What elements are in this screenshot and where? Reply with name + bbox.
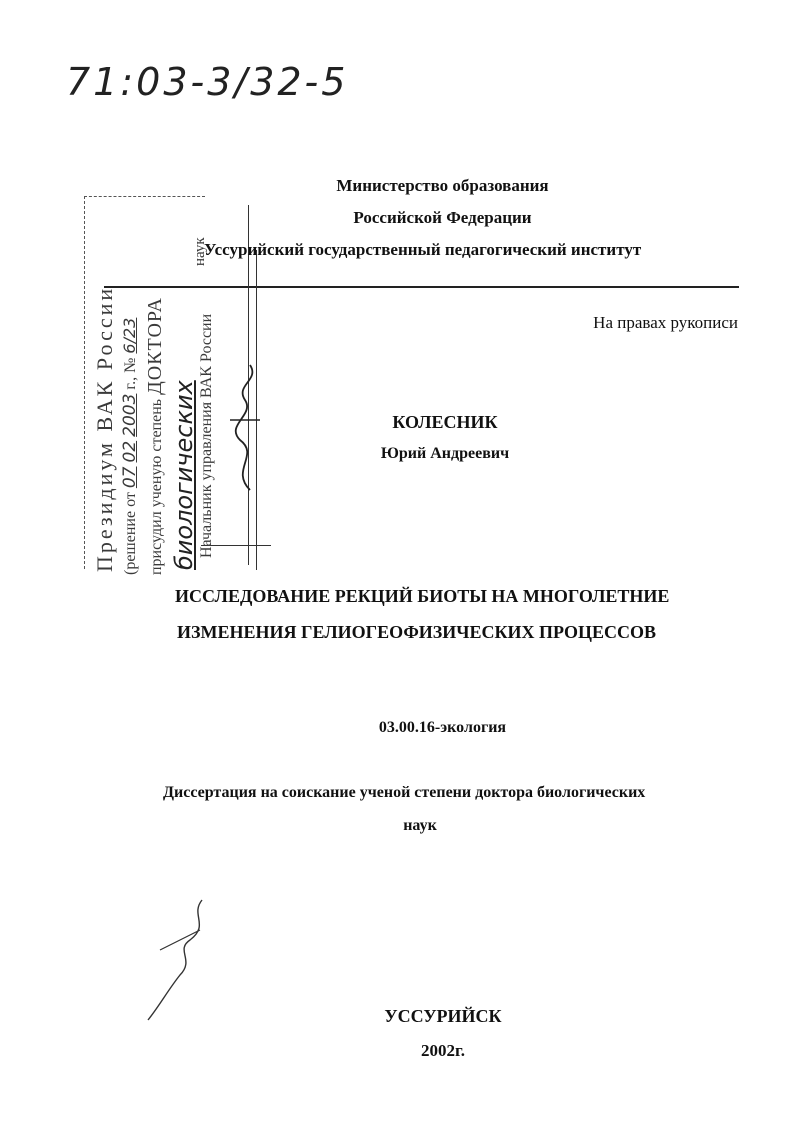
degree-line-2: наук: [403, 817, 437, 834]
stamp-line-5: Начальник управления ВАК России: [198, 313, 215, 558]
stamp-line-4-suffix: наук: [192, 237, 208, 266]
signature: [220, 360, 270, 500]
author-name: Юрий Андреевич: [380, 445, 510, 462]
title-line-2: ИЗМЕНЕНИЯ ГЕЛИОГЕОФИЗИЧЕСКИХ ПРОЦЕССОВ: [177, 622, 656, 642]
stamp-line-4: биологических: [170, 380, 198, 570]
rights-note: На правах рукописи: [593, 313, 738, 332]
stamp-line-1: Президиум ВАК России: [92, 285, 117, 572]
degree-line-1: Диссертация на соискание ученой степени доктора биологических: [163, 784, 646, 801]
author-surname: КОЛЕСНИК: [392, 412, 498, 432]
archive-code: 71:03-3/32-5: [66, 60, 349, 104]
stamp-line-3: присудил ученую степень ДОКТОРА: [144, 297, 166, 575]
stamp-line-2: (решение от 07 02 2003 г., № 6/23: [120, 317, 140, 575]
institute-name: Уссурийский государственный педагогический институт: [204, 240, 642, 259]
margin-mark: [140, 895, 220, 1025]
year: 2002г.: [420, 1041, 466, 1060]
title-line-1: ИССЛЕДОВАНИЕ РЕКЦИЙ БИОТЫ НА МНОГОЛЕТНИЕ: [175, 586, 670, 606]
place: УССУРИЙСК: [384, 1006, 502, 1026]
specialty: 03.00.16-экология: [378, 719, 507, 736]
ministry-line-2: Российской Федерации: [353, 208, 532, 227]
ministry-line-1: Министерство образования: [336, 176, 549, 195]
